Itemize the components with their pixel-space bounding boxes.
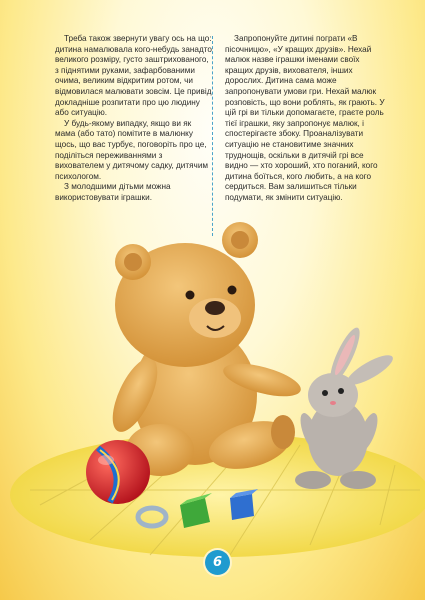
left-text-column bbox=[55, 34, 213, 204]
page-number-badge: 6 bbox=[205, 550, 230, 575]
paragraph: Треба також звернути увагу ось на що: дитина намалювала кого-небудь занадто великого розміру, густо заштрихованого, з піднятими руками, зафарбованими очима, великим відкритим ротом, чи відмовилася малювати зовсім. Це привід докладніше розпитати про цю людину або ситуацію. bbox=[55, 34, 212, 118]
toys-illustration bbox=[0, 210, 425, 570]
red-ball bbox=[86, 440, 150, 504]
paragraph: Запропонуйте дитині пограти «В пісочницю», «У кращих друзів». Нехай малюк назве іграшки іменами своїх кращих друзів, вихователя, інших дорослих. Дитина сама може запропонувати умови гри. Нехай малюк розповість, що вони роблять, як грають. У цій грі ви тільки допомагаєте, граєте роль тієї іграшки, яку запропонує малюк, і спостерігаєте збоку. Проаналізувати ситуацію не становитиме значних труднощів, оскільки в дитячій грі все видно — хто хороший, хто поганий, кого дитина боїться, кого любить, а на кого сердиться. Вам залишиться тільки подумати, як змінити ситуацію. bbox=[225, 34, 385, 202]
paragraph: У будь-якому випадку, якщо ви як мама (або тато) помітите в малюнку щось, що вас турбує, поговоріть про це, поділіться переживаннями з вихователем у дитячому садку, дитячим психологом. bbox=[55, 118, 209, 181]
column-divider bbox=[212, 36, 213, 236]
right-text-column bbox=[225, 34, 387, 204]
paragraph: З молодшими дітьми можна використовувати іграшки. bbox=[55, 182, 171, 202]
teddy-bear bbox=[104, 222, 304, 477]
